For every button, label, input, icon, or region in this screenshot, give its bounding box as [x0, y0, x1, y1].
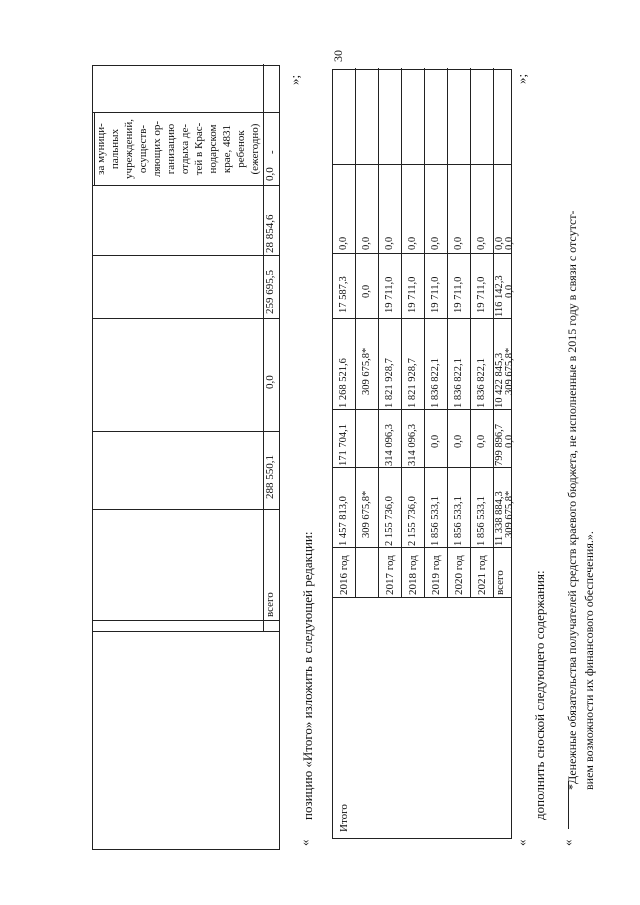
- row-other: 0,0: [430, 236, 441, 250]
- row-other: 0,0: [476, 236, 487, 250]
- note-line: ребенок: [235, 130, 247, 168]
- row-other: 0,0: [453, 236, 464, 250]
- row-year: 2016 год: [338, 555, 350, 595]
- row-mun: 19 711,0: [384, 276, 395, 313]
- row-other: 0,0: [407, 236, 418, 250]
- row-mun: 19 711,0: [430, 276, 441, 313]
- row-other: 0,0: [494, 236, 505, 250]
- row-year: 2019 год: [430, 555, 442, 595]
- row-fed: 171 704,1: [338, 424, 349, 466]
- row-year: 2017 год: [384, 555, 396, 595]
- row-fed: 314 096,3: [384, 424, 395, 466]
- row-reg: 309 675,8*: [504, 347, 515, 395]
- quote-open-1: «: [297, 839, 312, 846]
- row-total: 11 338 884,3: [494, 491, 505, 546]
- page-number: 30: [331, 50, 345, 62]
- top-table: [92, 65, 280, 850]
- instruction-2: дополнить сноской следующего содержания:: [532, 570, 547, 820]
- row-mun: 19 711,0: [453, 276, 464, 313]
- top-value-1: 288 550,1: [264, 455, 276, 499]
- row-fed: 314 096,3: [407, 424, 418, 466]
- row-fed: 0,0: [476, 434, 487, 448]
- top-value-3: 259 695,5: [264, 270, 276, 314]
- row-reg: 1 821 928,7: [407, 358, 418, 408]
- note-line: за муници-: [95, 123, 107, 175]
- footnote-line-1: *Денежные обязательства получателей средств краевого бюджета, не исполненные в 2015 году в связи с отсутст-: [565, 210, 579, 790]
- note-line: тей в Крас-: [193, 122, 205, 176]
- top-value-4: 28 854,6: [264, 214, 276, 253]
- row-other: 0,0: [338, 236, 349, 250]
- row-year: 2018 год: [407, 555, 419, 595]
- row-mun: 17 587,3: [338, 276, 349, 313]
- top-dash: -: [266, 150, 278, 154]
- row-fed: 799 896,7: [494, 424, 505, 466]
- row-total: 2 155 736,0: [384, 496, 395, 546]
- note-line: ляющих ор-: [151, 120, 163, 178]
- row-mun: 116 142,3: [494, 275, 505, 317]
- row-other: 0,0: [361, 236, 372, 250]
- close-mark-1: »;: [287, 74, 302, 85]
- note-line: отдыха де-: [179, 123, 191, 175]
- row-reg: 1 836 822,1: [430, 358, 441, 408]
- row-total: 1 457 813,0: [338, 496, 349, 546]
- note-line: пальных: [109, 128, 121, 170]
- row-total: 1 856 533,1: [453, 496, 464, 546]
- row-mun: 0,0: [361, 284, 372, 298]
- row-reg: 1 821 928,7: [384, 358, 395, 408]
- row-other: 0,0: [384, 236, 395, 250]
- itogo-table: [332, 69, 515, 839]
- row-total: 2 155 736,0: [407, 496, 418, 546]
- row-total: 309 675,8*: [504, 490, 515, 538]
- instruction-1: позицию «Итого» изложить в следующей редакции:: [300, 531, 315, 820]
- row-mun: 0,0: [504, 284, 515, 298]
- top-note: [94, 114, 262, 184]
- row-mun: 19 711,0: [407, 276, 418, 313]
- row-reg: 1 836 822,1: [476, 358, 487, 408]
- note-line: учреждений,: [123, 119, 135, 179]
- footnote-line-2: вием возможности их финансового обеспечения.».: [582, 531, 596, 790]
- row-reg: 1 268 521,6: [338, 358, 349, 408]
- row-total: 1 856 533,1: [430, 496, 441, 546]
- row-reg: 10 422 845,3: [494, 352, 505, 408]
- note-line: крае, 4831: [221, 124, 233, 174]
- row-year: 2021 год: [476, 555, 488, 595]
- row-other: 0,0: [504, 236, 515, 250]
- itogo-label: Итого: [338, 804, 350, 832]
- note-line: осуществ-: [137, 124, 149, 174]
- note-line: нодарском: [207, 124, 219, 174]
- top-value-5: 0,0: [264, 167, 276, 181]
- quote-open-3: «: [560, 839, 575, 846]
- row-fed: 0,0: [453, 434, 464, 448]
- row-total: 1 856 533,1: [476, 496, 487, 546]
- row-reg: 1 836 822,1: [453, 358, 464, 408]
- row-fed: 0,0: [504, 434, 515, 448]
- row-mun: 19 711,0: [476, 276, 487, 313]
- row-total: 309 675,8*: [361, 490, 372, 538]
- row-fed: 0,0: [430, 434, 441, 448]
- top-value-2: 0,0: [264, 375, 276, 389]
- close-mark-2: »;: [514, 73, 529, 84]
- row-year: 2020 год: [453, 555, 465, 595]
- row-year: всего: [494, 570, 506, 595]
- note-line: (ежегодно): [249, 123, 261, 175]
- row-reg: 309 675,8*: [361, 347, 372, 395]
- note-line: ганизацию: [165, 123, 177, 175]
- top-row-label: всего: [264, 592, 276, 617]
- quote-open-2: «: [514, 839, 529, 846]
